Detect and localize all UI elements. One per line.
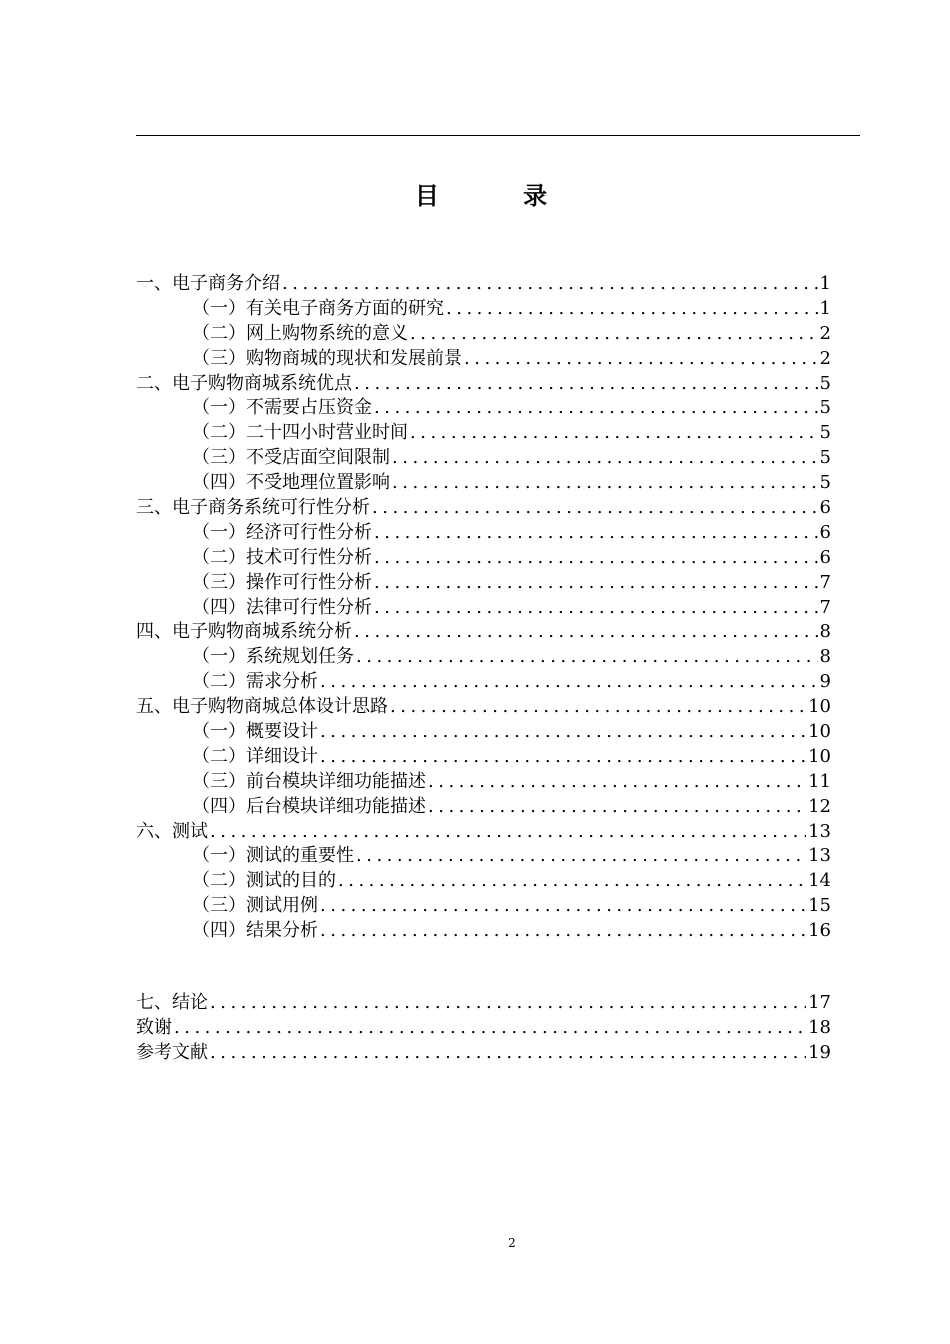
- toc-entry-page: 17: [808, 992, 831, 1014]
- toc-dot-leader: [374, 546, 818, 571]
- toc-subsection-entry[interactable]: [136, 645, 831, 670]
- toc-dot-leader: [374, 521, 818, 546]
- toc-section-entry[interactable]: [136, 820, 831, 845]
- toc-gap: [136, 944, 831, 991]
- toc-dot-leader: [354, 372, 818, 397]
- toc-entry-label: 参考文献: [136, 1041, 208, 1063]
- toc-entry-page: 10: [808, 696, 831, 718]
- toc-entry-label: （三）操作可行性分析: [192, 571, 372, 593]
- toc-dot-leader: [320, 919, 806, 944]
- toc-section-entry[interactable]: [136, 372, 831, 397]
- toc-section-entry[interactable]: [136, 1016, 831, 1041]
- toc-end-sections: [136, 991, 831, 1066]
- toc-subsection-entry[interactable]: [136, 844, 831, 869]
- toc-dot-leader: [410, 421, 818, 446]
- toc-entry-label: （一）概要设计: [192, 721, 318, 743]
- toc-dot-leader: [210, 1041, 806, 1066]
- toc-subsection-entry[interactable]: [136, 596, 831, 621]
- toc-entry-page: 7: [819, 571, 831, 593]
- toc-entry-page: 5: [819, 372, 831, 394]
- toc-entry-page: 2: [819, 347, 831, 369]
- table-of-contents: [136, 272, 831, 1066]
- toc-entry-page: 8: [819, 646, 831, 668]
- toc-dot-leader: [338, 869, 806, 894]
- toc-subsection-entry[interactable]: [136, 396, 831, 421]
- toc-dot-leader: [464, 347, 818, 372]
- toc-entry-page: 2: [819, 322, 831, 344]
- toc-entry-label: （二）测试的目的: [192, 870, 336, 892]
- toc-section-entry[interactable]: [136, 496, 831, 521]
- toc-dot-leader: [356, 844, 806, 869]
- toc-dot-leader: [410, 322, 818, 347]
- toc-entry-label: 致谢: [136, 1016, 172, 1038]
- toc-section-entry[interactable]: [136, 272, 831, 297]
- toc-dot-leader: [320, 670, 818, 695]
- toc-dot-leader: [374, 571, 818, 596]
- toc-subsection-entry[interactable]: [136, 919, 831, 944]
- header-rule: [136, 135, 860, 136]
- toc-entry-label: （一）不需要占压资金: [192, 397, 372, 419]
- toc-entry-label: （二）详细设计: [192, 745, 318, 767]
- toc-dot-leader: [320, 745, 806, 770]
- toc-subsection-entry[interactable]: [136, 421, 831, 446]
- toc-entry-label: （一）经济可行性分析: [192, 521, 372, 543]
- toc-entry-page: 5: [819, 397, 831, 419]
- toc-subsection-entry[interactable]: [136, 347, 831, 372]
- toc-entry-label: （三）测试用例: [192, 895, 318, 917]
- toc-dot-leader: [392, 471, 818, 496]
- toc-dot-leader: [320, 720, 806, 745]
- toc-entry-page: 6: [819, 521, 831, 543]
- toc-entry-label: 三、电子商务系统可行性分析: [136, 497, 370, 519]
- toc-entry-page: 5: [819, 422, 831, 444]
- toc-subsection-entry[interactable]: [136, 571, 831, 596]
- toc-entry-page: 7: [819, 596, 831, 618]
- toc-section-entry[interactable]: [136, 1041, 831, 1066]
- toc-entry-label: （四）结果分析: [192, 920, 318, 942]
- toc-entry-page: 12: [808, 795, 831, 817]
- toc-section-entry[interactable]: [136, 620, 831, 645]
- toc-dot-leader: [356, 645, 818, 670]
- toc-subsection-entry[interactable]: [136, 869, 831, 894]
- toc-entry-page: 18: [808, 1016, 831, 1038]
- toc-entry-label: 六、测试: [136, 820, 208, 842]
- toc-entry-page: 15: [808, 895, 831, 917]
- toc-entry-page: 9: [819, 671, 831, 693]
- toc-entry-label: 二、电子购物商城系统优点: [136, 372, 352, 394]
- toc-dot-leader: [390, 695, 806, 720]
- toc-dot-leader: [428, 770, 806, 795]
- toc-subsection-entry[interactable]: [136, 471, 831, 496]
- toc-entry-label: （二）需求分析: [192, 671, 318, 693]
- toc-entry-page: 19: [808, 1041, 831, 1063]
- toc-subsection-entry[interactable]: [136, 894, 831, 919]
- toc-entry-label: 七、结论: [136, 992, 208, 1014]
- toc-entry-label: （四）法律可行性分析: [192, 596, 372, 618]
- toc-section-entry[interactable]: [136, 991, 831, 1016]
- toc-title: 目 录: [414, 182, 586, 210]
- toc-subsection-entry[interactable]: [136, 297, 831, 322]
- toc-entry-page: 6: [819, 546, 831, 568]
- toc-entry-page: 5: [819, 472, 831, 494]
- toc-dot-leader: [374, 596, 818, 621]
- toc-entry-label: （一）系统规划任务: [192, 646, 354, 668]
- toc-dot-leader: [210, 820, 806, 845]
- toc-entry-label: （一）测试的重要性: [192, 845, 354, 867]
- toc-dot-leader: [374, 396, 818, 421]
- toc-subsection-entry[interactable]: [136, 521, 831, 546]
- toc-entry-label: （二）网上购物系统的意义: [192, 322, 408, 344]
- toc-entry-page: 5: [819, 447, 831, 469]
- toc-dot-leader: [210, 991, 806, 1016]
- toc-subsection-entry[interactable]: [136, 446, 831, 471]
- toc-entry-page: 16: [808, 920, 831, 942]
- toc-entry-label: （四）后台模块详细功能描述: [192, 795, 426, 817]
- toc-entry-label: 四、电子购物商城系统分析: [136, 621, 352, 643]
- toc-entry-label: （二）技术可行性分析: [192, 546, 372, 568]
- toc-dot-leader: [446, 297, 818, 322]
- toc-dot-leader: [392, 446, 818, 471]
- toc-entry-page: 10: [808, 721, 831, 743]
- toc-subsection-entry[interactable]: [136, 770, 831, 795]
- toc-dot-leader: [428, 795, 806, 820]
- toc-entry-page: 13: [808, 820, 831, 842]
- toc-entry-page: 13: [808, 845, 831, 867]
- toc-entry-page: 1: [819, 273, 831, 294]
- toc-subsection-entry[interactable]: [136, 546, 831, 571]
- toc-entry-label: （一）有关电子商务方面的研究: [192, 297, 444, 319]
- toc-entry-page: 8: [819, 621, 831, 643]
- toc-dot-leader: [354, 620, 818, 645]
- toc-subsection-entry[interactable]: [136, 322, 831, 347]
- toc-entry-page: 14: [808, 870, 831, 892]
- toc-dot-leader: [372, 496, 818, 521]
- toc-dot-leader: [320, 894, 806, 919]
- toc-entry-page: 1: [819, 297, 831, 319]
- toc-entry-label: 五、电子购物商城总体设计思路: [136, 696, 388, 718]
- toc-entry-label: （四）不受地理位置影响: [192, 472, 390, 494]
- page-number: 2: [508, 1236, 516, 1250]
- toc-subsection-entry[interactable]: [136, 795, 831, 820]
- toc-subsection-entry[interactable]: [136, 745, 831, 770]
- toc-entry-page: 6: [819, 497, 831, 519]
- toc-entry-label: （三）购物商城的现状和发展前景: [192, 347, 462, 369]
- toc-entry-label: （三）不受店面空间限制: [192, 447, 390, 469]
- toc-subsection-entry[interactable]: [136, 720, 831, 745]
- toc-entry-label: （二）二十四小时营业时间: [192, 422, 408, 444]
- toc-entry-page: 11: [808, 770, 831, 792]
- toc-subsection-entry[interactable]: [136, 670, 831, 695]
- toc-entry-label: 一、电子商务介绍: [136, 273, 280, 294]
- toc-entry-page: 10: [808, 745, 831, 767]
- toc-main-sections: [136, 272, 831, 944]
- toc-dot-leader: [174, 1016, 806, 1041]
- toc-section-entry[interactable]: [136, 695, 831, 720]
- toc-entry-label: （三）前台模块详细功能描述: [192, 770, 426, 792]
- toc-dot-leader: [282, 272, 818, 297]
